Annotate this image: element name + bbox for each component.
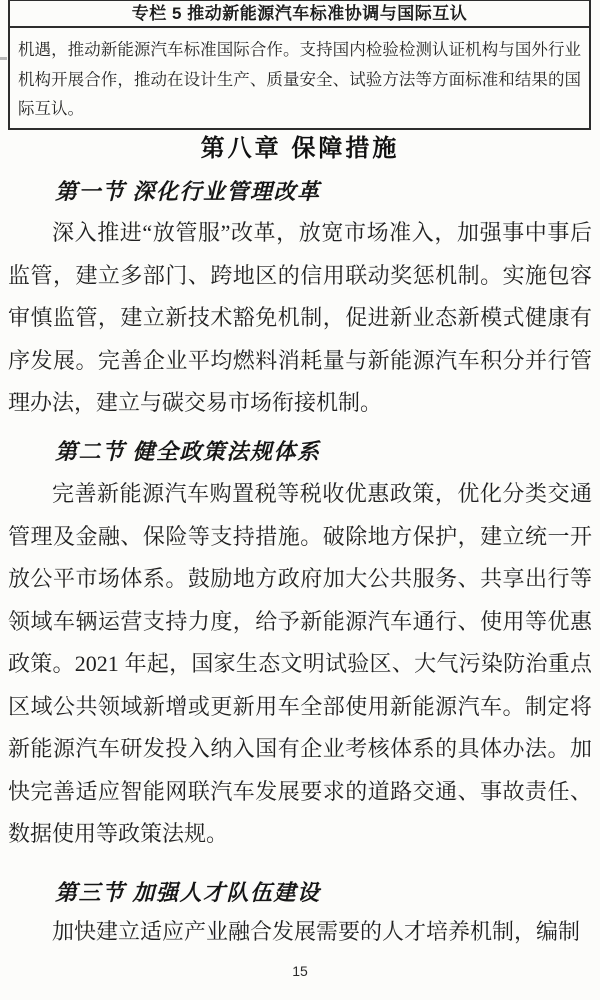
callout-box-column-5 — [8, 0, 591, 130]
scan-artifact — [0, 57, 7, 60]
section-3-heading: 第三节 加强人才队伍建设 — [55, 880, 321, 905]
section-2-heading: 第二节 健全政策法规体系 — [55, 439, 321, 464]
section-1-heading: 第一节 深化行业管理改革 — [55, 179, 321, 204]
section-3-paragraph: 加快建立适应产业融合发展需要的人才培养机制，编制 — [52, 919, 581, 944]
callout-title: 专栏 5 推动新能源汽车标准协调与国际互认 — [10, 1, 589, 28]
callout-body-text: 机遇，推动新能源汽车标准国际合作。支持国内检验检测认证机构与国外行业机构开展合作，推动在设计生产、质量安全、试验方法等方面标准和结果的国际互认。 — [18, 40, 581, 118]
chapter-heading: 第八章 保障措施 — [200, 135, 400, 162]
section-2-paragraph: 完善新能源汽车购置税等税收优惠政策，优化分类交通管理及金融、保险等支持措施。破除地方保护，建立统一开放公平市场体系。鼓励地方政府加大公共服务、共享出行等领域车辆运营支持力度，给予新能源汽车通行、使用等优惠政策。2021 年起，国家生态文明试验区、大气污染防治重点区域公共领域新增或更新用车全部使用新能源汽车。制定将新能源汽车研发投入纳入国有企业考核体系的具体办法。加快完善适应智能网联汽车发展要求的道路交通、事故责任、数据使用等政策法规。 — [8, 481, 592, 846]
section-1-paragraph: 深入推进“放管服”改革，放宽市场准入，加强事中事后监管，建立多部门、跨地区的信用联动奖惩机制。实施包容审慎监管，建立新技术豁免机制，促进新业态新模式健康有序发展。完善企业平均燃料消耗量与新能源汽车积分并行管理办法，建立与碳交易市场衔接机制。 — [8, 220, 592, 415]
page-number: 15 — [292, 963, 308, 979]
